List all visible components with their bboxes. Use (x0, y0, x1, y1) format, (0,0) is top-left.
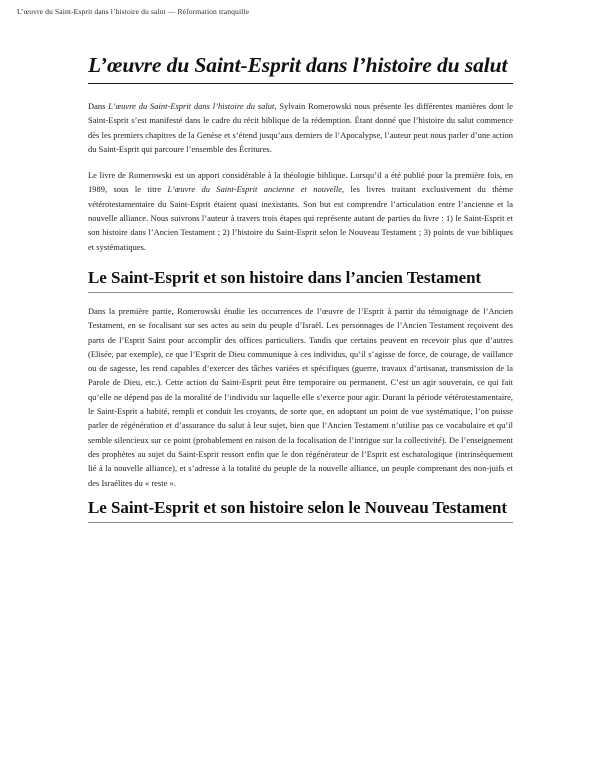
title-divider (88, 83, 513, 84)
document-body (88, 52, 513, 535)
running-header: L’œuvre du Saint-Esprit dans l’histoire du salut — Réformation tranquille (17, 7, 250, 16)
intro-paragraph-2: Le livre de Romerowski est un apport considérable à la théologie biblique. Lorsqu’il a été publié pour la première fois, en 1989, sous le titre L’œuvre du Saint-Esprit ancienne et nouvelle, les livres traitant exclusivement du thème vétérotestamentaire du Saint-Esprit étaient quasi inexistants. Son but est comprendre l’articulation entre l’ancienne et la nouvelle alliance. Nous suivrons l’auteur à travers trois étapes qui représente autant de parties du livre : 1) le Saint-Esprit et son histoire dans l’Ancien Testament ; 2) l’histoire du Saint-Esprit selon le Nouveau Testament ; 3) points de vue bibliques et systématiques. (88, 171, 513, 252)
intro-paragraph-1: Dans L’œuvre du Saint-Esprit dans l’histoire du salut, Sylvain Romerowski nous présente les différentes manières dont le Saint-Esprit s’est manifesté dans le cadre du récit biblique de la rédemption. Étant donné que l’histoire du salut commence dès les premiers chapitres de la Genèse et s’étend jusqu’aux derniers de l’Apocalypse, l’auteur peut nous parler d’une action du Saint-Esprit qui parcoure l’ensemble des Écritures. (88, 102, 514, 154)
section-heading-nouveau-testament: Le Saint-Esprit et son histoire selon le Nouveau Testament (88, 497, 507, 517)
section-nouveau-testament (88, 497, 513, 523)
section-ancien-testament (88, 267, 513, 491)
section-heading-ancien-testament: Le Saint-Esprit et son histoire dans l’ancien Testament (88, 267, 482, 287)
section-paragraph-ancien-testament: Dans la première partie, Romerowski étudie les occurrences de l’œuvre de l’Esprit à partir du témoignage de l’Ancien Testament, en se focalisant sur ses actes au sein du peuple d’Israël. Les personnages de l’Ancien Testament reçoivent des parts de l’Esprit Saint pour accomplir des offices particuliers. Tandis que certains peuvent en recevoir plus que d’autres (Elisée, par exemple), ce que l’Esprit de Dieu communique à ces individus, qu’il s’agisse de force, de courage, de vaillance ou de sagesse, les rend capables d’exercer des tâches variées et spécifiques (guerre, travaux d’artisanat, transmission de la Parole de Dieu, etc.). Cette action du Saint-Esprit peut être temporaire ou permanent. C’est un agir souverain, ce qui fait qu’elle ne dépend pas de la moralité de l’individu sur laquelle elle s’exerce pour agir. Durant la période vétérotestamentaire, le Saint-Esprit a habité, rempli et conduit les croyants, de sorte que, en adoptant un point de vue systématique, l’on puisse parler de régénération et d’assurance du salut à leur sujet, bien que l’Ancien Testament n’utilise pas ce vocabulaire et qu’il semble silencieux sur ce point (probablement en raison de la focalisation de l’intrigue sur la collectivité). De l’enseignement des prophètes au sujet du Saint-Esprit ressort enfin que le don régénérateur de l’Esprit est eschatologique (intrinsèquement lié à la nouvelle alliance), et s’adresse à la totalité du peuple de la nouvelle alliance, un peuple comprenant des non-juifs et des Israélites du « reste ». (88, 306, 513, 488)
section-divider (88, 292, 513, 293)
page-title: L’œuvre du Saint-Esprit dans l’histoire du salut (88, 53, 508, 77)
section-divider (88, 522, 513, 523)
